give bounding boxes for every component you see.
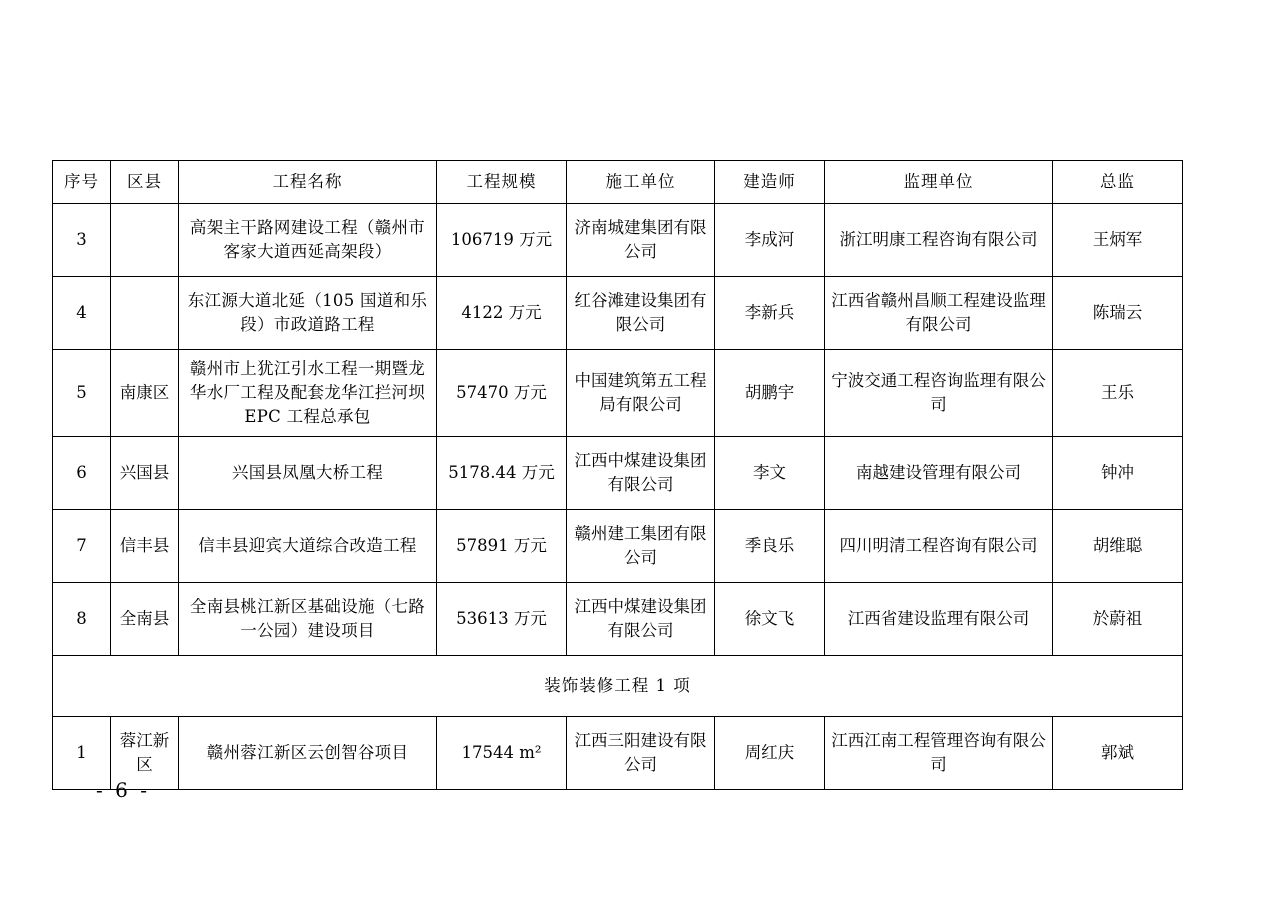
cell-district: 信丰县	[111, 509, 179, 582]
cell-seq: 6	[53, 436, 111, 509]
cell-project-name: 高架主干路网建设工程（赣州市客家大道西延高架段）	[179, 204, 437, 277]
cell-supervision-unit: 江西省建设监理有限公司	[825, 582, 1053, 655]
table-row	[53, 582, 1183, 655]
header-district: 区县	[111, 161, 179, 204]
cell-project-name: 赣州市上犹江引水工程一期暨龙华水厂工程及配套龙华江拦河坝 EPC 工程总承包	[179, 350, 437, 437]
cell-builder: 胡鹏宇	[715, 350, 825, 437]
cell-seq: 8	[53, 582, 111, 655]
table-row	[53, 204, 1183, 277]
cell-district	[111, 277, 179, 350]
cell-district	[111, 204, 179, 277]
cell-builder: 李成河	[715, 204, 825, 277]
cell-supervision-unit: 江西省赣州昌顺工程建设监理有限公司	[825, 277, 1053, 350]
cell-chief-supervisor: 胡维聪	[1053, 509, 1183, 582]
cell-seq: 7	[53, 509, 111, 582]
table-row	[53, 436, 1183, 509]
cell-project-scale: 4122 万元	[437, 277, 567, 350]
cell-construction-unit: 赣州建工集团有限公司	[567, 509, 715, 582]
cell-seq: 4	[53, 277, 111, 350]
cell-project-name: 兴国县凤凰大桥工程	[179, 436, 437, 509]
cell-project-name: 信丰县迎宾大道综合改造工程	[179, 509, 437, 582]
cell-supervision-unit: 江西江南工程管理咨询有限公司	[825, 716, 1053, 789]
table-row	[53, 350, 1183, 437]
cell-construction-unit: 红谷滩建设集团有限公司	[567, 277, 715, 350]
cell-construction-unit: 中国建筑第五工程局有限公司	[567, 350, 715, 437]
cell-seq: 1	[53, 716, 111, 789]
table-header-row	[53, 161, 1183, 204]
cell-supervision-unit: 南越建设管理有限公司	[825, 436, 1053, 509]
table-section-row	[53, 655, 1183, 716]
cell-construction-unit: 济南城建集团有限公司	[567, 204, 715, 277]
cell-district: 南康区	[111, 350, 179, 437]
table-body	[53, 204, 1183, 790]
cell-project-scale: 57470 万元	[437, 350, 567, 437]
header-project-name: 工程名称	[179, 161, 437, 204]
cell-project-scale: 17544 m²	[437, 716, 567, 789]
cell-project-scale: 5178.44 万元	[437, 436, 567, 509]
cell-construction-unit: 江西中煤建设集团有限公司	[567, 436, 715, 509]
cell-chief-supervisor: 王乐	[1053, 350, 1183, 437]
cell-district: 全南县	[111, 582, 179, 655]
table-row	[53, 277, 1183, 350]
table-header	[53, 161, 1183, 204]
table-row	[53, 716, 1183, 789]
cell-project-name: 全南县桃江新区基础设施（七路一公园）建设项目	[179, 582, 437, 655]
table-row	[53, 509, 1183, 582]
cell-chief-supervisor: 陈瑞云	[1053, 277, 1183, 350]
cell-supervision-unit: 浙江明康工程咨询有限公司	[825, 204, 1053, 277]
cell-project-scale: 106719 万元	[437, 204, 567, 277]
cell-builder: 李新兵	[715, 277, 825, 350]
page-number: - 6 -	[96, 778, 150, 802]
header-builder: 建造师	[715, 161, 825, 204]
header-construction-unit: 施工单位	[567, 161, 715, 204]
cell-builder: 季良乐	[715, 509, 825, 582]
cell-chief-supervisor: 钟冲	[1053, 436, 1183, 509]
cell-project-scale: 53613 万元	[437, 582, 567, 655]
cell-construction-unit: 江西三阳建设有限公司	[567, 716, 715, 789]
cell-supervision-unit: 宁波交通工程咨询监理有限公司	[825, 350, 1053, 437]
header-chief-supervisor: 总监	[1053, 161, 1183, 204]
project-table	[52, 160, 1183, 790]
cell-district: 蓉江新区	[111, 716, 179, 789]
cell-chief-supervisor: 郭斌	[1053, 716, 1183, 789]
cell-chief-supervisor: 王炳军	[1053, 204, 1183, 277]
cell-project-name: 赣州蓉江新区云创智谷项目	[179, 716, 437, 789]
header-supervision-unit: 监理单位	[825, 161, 1053, 204]
cell-project-scale: 57891 万元	[437, 509, 567, 582]
cell-builder: 李文	[715, 436, 825, 509]
cell-project-name: 东江源大道北延（105 国道和乐段）市政道路工程	[179, 277, 437, 350]
cell-construction-unit: 江西中煤建设集团有限公司	[567, 582, 715, 655]
cell-district: 兴国县	[111, 436, 179, 509]
cell-supervision-unit: 四川明清工程咨询有限公司	[825, 509, 1053, 582]
cell-seq: 3	[53, 204, 111, 277]
cell-builder: 徐文飞	[715, 582, 825, 655]
header-seq: 序号	[53, 161, 111, 204]
cell-seq: 5	[53, 350, 111, 437]
section-title: 装饰装修工程 1 项	[53, 655, 1183, 716]
header-project-scale: 工程规模	[437, 161, 567, 204]
cell-chief-supervisor: 於蔚祖	[1053, 582, 1183, 655]
cell-builder: 周红庆	[715, 716, 825, 789]
